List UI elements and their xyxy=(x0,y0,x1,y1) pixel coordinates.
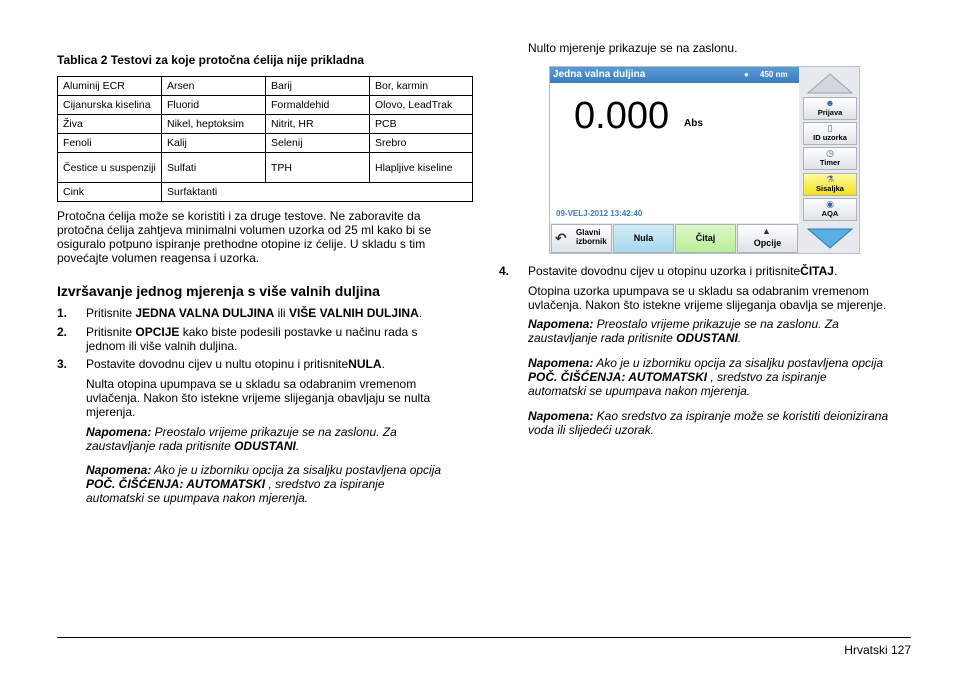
table-cell: Aluminij ECR xyxy=(58,77,162,96)
note-3: Napomena: Preostalo vrijeme prikazuje se na zaslonu. Za zaustavljanje rada pritisnite ODUSTANI. xyxy=(528,317,839,345)
table-row xyxy=(58,183,473,202)
timer-icon: ◷ xyxy=(826,148,834,158)
options-button[interactable]: ▲ Opcije xyxy=(737,224,798,253)
table-row xyxy=(58,115,473,134)
table-cell: Olovo, LeadTrak xyxy=(370,96,473,115)
lamp-icon: ● xyxy=(744,70,749,79)
footer-rule xyxy=(57,637,911,638)
scroll-down-icon[interactable] xyxy=(805,227,855,251)
table-cell: Srebro xyxy=(370,134,473,153)
sipper-button[interactable]: ⚗ Sisaljka xyxy=(803,173,857,196)
instrument-screen xyxy=(549,66,860,254)
aqa-icon: ◉ xyxy=(826,199,834,209)
step-number: 1. xyxy=(57,306,68,320)
side-menu xyxy=(801,67,858,253)
table-caption: Tablica 2 Testovi za koje protočna ćelija nije prikladna xyxy=(57,53,364,67)
tests-table xyxy=(57,76,473,202)
person-icon: ☻ xyxy=(825,98,835,108)
screen-title: Jedna valna duljina xyxy=(553,69,646,80)
table-cell: Cink xyxy=(58,183,162,202)
scroll-up-icon[interactable] xyxy=(805,71,855,95)
screen-title-bar xyxy=(550,67,799,83)
table-cell: Fluorid xyxy=(162,96,266,115)
datetime-readout: 09-VELJ-2012 13:42:40 xyxy=(556,209,643,218)
table-cell: Živa xyxy=(58,115,162,134)
step-text: Pritisnite OPCIJE kako biste podesili postavke u načinu rada s jednom ili više valnih duljina. xyxy=(86,325,418,353)
table-cell: Čestice u suspenziji xyxy=(58,153,162,183)
sample-id-button[interactable]: ▯ ID uzorka xyxy=(803,122,857,145)
main-menu-button[interactable]: ↶ Glavni izbornik xyxy=(551,224,612,253)
intro-paragraph xyxy=(57,209,477,265)
table-cell: Cijanurska kiselina xyxy=(58,96,162,115)
table-cell: TPH xyxy=(266,153,370,183)
page-footer: Hrvatski 127 xyxy=(844,643,911,657)
note-4: Napomena: Ako je u izborniku opcija za sisaljku postavljena opcija POČ. ČIŠĆENJA: AUTOMATSKI , sredstvo za ispiranje automatski se upumpava nakon mjerenja. xyxy=(528,356,884,398)
table-cell: Surfaktanti xyxy=(162,183,473,202)
note-1: Napomena: Preostalo vrijeme prikazuje se na zaslonu. Za zaustavljanje rada pritisnite ODUSTANI. xyxy=(86,425,397,453)
table-row xyxy=(58,96,473,115)
table-cell: Bor, karmin xyxy=(370,77,473,96)
wavelength-readout: 450 nm xyxy=(760,70,788,79)
table-cell: Fenoli xyxy=(58,134,162,153)
bottom-toolbar xyxy=(550,224,799,253)
table-cell: Hlapljive kiseline xyxy=(370,153,473,183)
text-line: osiguralo potpuno ispiranje prethodne otopine iz ćelije. U skladu s tim xyxy=(57,237,426,251)
table-row xyxy=(58,77,473,96)
step-3-paragraph: Nulta otopina upumpava se u skladu sa odabranim vremenom uvlačenja. Nakon što istekne vrijeme slijeganja obavljaju se nulta mjerenja. xyxy=(86,377,431,419)
table-cell: Barij xyxy=(266,77,370,96)
back-arrow-icon: ↶ xyxy=(555,230,567,246)
sipper-icon: ⚗ xyxy=(825,174,835,184)
zero-note: Nulto mjerenje prikazuje se na zaslonu. xyxy=(528,41,738,55)
table-cell: PCB xyxy=(370,115,473,134)
timer-button[interactable]: ◷ Timer xyxy=(803,147,857,170)
table-cell: Arsen xyxy=(162,77,266,96)
table-cell: Formaldehid xyxy=(266,96,370,115)
table-cell: Kalij xyxy=(162,134,266,153)
sample-id-icon: ▯ xyxy=(827,123,833,133)
text-line: Protočna ćelija može se koristiti i za druge testove. Ne zaboravite da xyxy=(57,209,421,223)
table-cell: Nikel, heptoksim xyxy=(162,115,266,134)
step-number: 2. xyxy=(57,325,68,339)
note-5: Napomena: Kao sredstvo za ispiranje može se koristiti deionizirana voda ili slijedeći uzorak. xyxy=(528,409,889,437)
absorbance-value: 0.000 xyxy=(574,95,670,137)
table-cell: Selenij xyxy=(266,134,370,153)
text-line: protočna ćelija zahtjeva minimalni volumen uzorka od 25 ml kako bi se xyxy=(57,223,432,237)
table-row xyxy=(58,134,473,153)
step-4-paragraph: Otopina uzorka upumpava se u skladu sa odabranim vremenom uvlačenja. Nakon što istekne vrijeme slijeganja obavlja se mjerenje. xyxy=(528,284,887,312)
step-text: Postavite dovodnu cijev u nultu otopinu i pritisniteNULA. xyxy=(86,357,385,371)
absorbance-unit: Abs xyxy=(684,118,703,129)
measurement-panel xyxy=(550,67,799,223)
section-heading: Izvršavanje jednog mjerenja s više valnih duljina xyxy=(57,283,380,299)
aqa-button[interactable]: ◉ AQA xyxy=(803,198,857,221)
read-button[interactable]: Čitaj xyxy=(675,224,736,253)
table-cell: Nitrit, HR xyxy=(266,115,370,134)
step-text: Pritisnite JEDNA VALNA DULJINA ili VIŠE VALNIH DULJINA. xyxy=(86,306,423,320)
step-number: 3. xyxy=(57,357,68,371)
note-2: Napomena: Ako je u izborniku opcija za sisaljku postavljena opcija POČ. ČIŠĆENJA: AUTOMATSKI , sredstvo za ispiranje automatski se upumpava nakon mjerenja. xyxy=(86,463,442,505)
login-button[interactable]: ☻ Prijava xyxy=(803,97,857,120)
step-text: Postavite dovodnu cijev u otopinu uzorka i pritisniteČITAJ. xyxy=(528,264,838,278)
step-number: 4. xyxy=(499,264,510,278)
caret-up-icon: ▲ xyxy=(762,226,771,236)
table-cell: Sulfati xyxy=(162,153,266,183)
text-line: povećajte volumen reagensa i uzorka. xyxy=(57,251,260,265)
zero-button[interactable]: Nula xyxy=(613,224,674,253)
table-row xyxy=(58,153,473,183)
